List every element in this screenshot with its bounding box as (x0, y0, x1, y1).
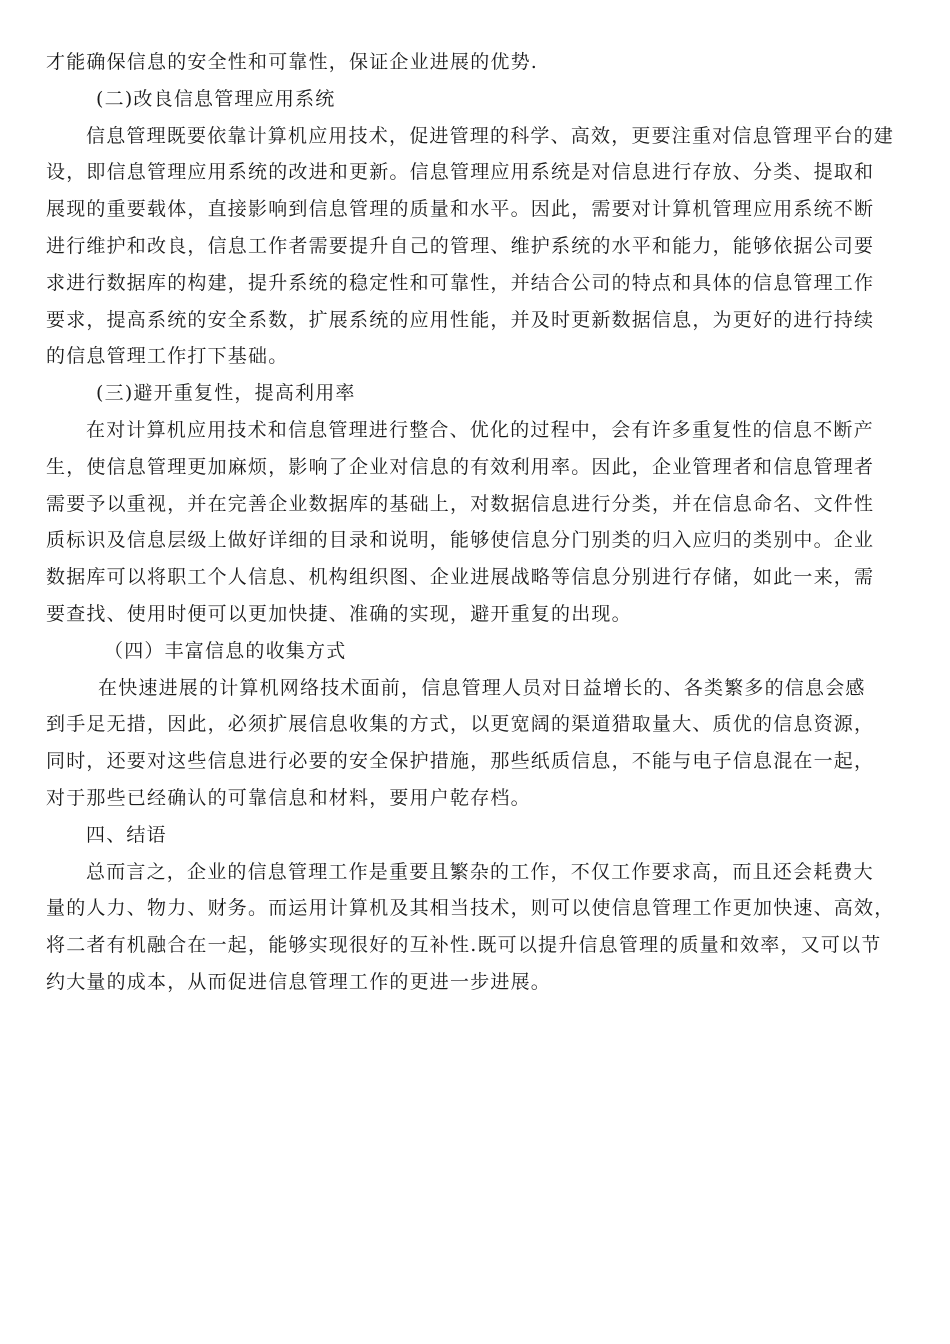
paragraph-line: 要求，提高系统的安全系数，扩展系统的应用性能，并及时更新数据信息，为更好的进行持续 (46, 308, 875, 331)
paragraph-line: 生，使信息管理更加麻烦，影响了企业对信息的有效利用率。因此，企业管理者和信息管理者 (46, 455, 875, 478)
paragraph-line: 总而言之，企业的信息管理工作是重要且繁杂的工作，不仅工作要求高，而且还会耗费大 (86, 860, 874, 883)
paragraph-line: 设，即信息管理应用系统的改进和更新。信息管理应用系统是对信息进行存放、分类、提取和 (46, 161, 875, 184)
paragraph-line: 量的人力、物力、财务。而运用计算机及其相当技术，则可以使信息管理工作更加快速、高效， (46, 897, 895, 920)
paragraph-line: 进行维护和改良，信息工作者需要提升自己的管理、维护系统的水平和能力，能够依据公司要 (46, 234, 875, 257)
paragraph-line: 同时，还要对这些信息进行必要的安全保护措施，那些纸质信息，不能与电子信息混在一起， (46, 750, 875, 773)
paragraph-line: 的信息管理工作打下基础。 (46, 345, 289, 368)
paragraph (46, 44, 910, 81)
paragraph-line: 在对计算机应用技术和信息管理进行整合、优化的过程中，会有许多重复性的信息不断产 (86, 418, 874, 441)
paragraph-line: 才能确保信息的安全性和可靠性，保证企业进展的优势. (46, 51, 539, 73)
paragraph (46, 854, 910, 1001)
paragraph (46, 670, 910, 817)
section-heading: (二)改良信息管理应用系统 (96, 87, 336, 110)
paragraph-line: 质标识及信息层级上做好详细的目录和说明，能够使信息分门别类的归入应归的类别中。企业 (46, 529, 875, 552)
section-heading: 四、结语 (86, 823, 167, 846)
paragraph-line: 在快速进展的计算机网络技术面前，信息管理人员对日益增长的、各类繁多的信息会感 (98, 676, 866, 699)
paragraph-line: 约大量的成本，从而促进信息管理工作的更进一步进展。 (46, 970, 552, 993)
paragraph-line: 要查找、使用时便可以更加快捷、准确的实现，避开重复的出现。 (46, 602, 632, 625)
paragraph (46, 118, 910, 376)
paragraph-line: 需要予以重视，并在完善企业数据库的基础上，对数据信息进行分类，并在信息命名、文件性 (46, 492, 875, 515)
paragraph (46, 412, 910, 633)
section-heading: （四）丰富信息的收集方式 (104, 639, 347, 662)
paragraph-line: 信息管理既要依靠计算机应用技术，促进管理的科学、高效，更要注重对信息管理平台的建 (86, 124, 895, 147)
paragraph-line: 到手足无措，因此，必须扩展信息收集的方式，以更宽阔的渠道猎取量大、质优的信息资源， (46, 713, 875, 736)
paragraph-line: 数据库可以将职工个人信息、机构组织图、企业进展战略等信息分别进行存储，如此一来，需 (46, 566, 875, 589)
paragraph-line: 对于那些已经确认的可靠信息和材料，要用户乾存档。 (46, 786, 531, 809)
paragraph-line: 求进行数据库的构建，提升系统的稳定性和可靠性，并结合公司的特点和具体的信息管理工作 (46, 271, 875, 294)
section-heading: (三)避开重复性，提高利用率 (96, 382, 356, 405)
paragraph-line: 将二者有机融合在一起，能够实现很好的互补性.既可以提升信息管理的质量和效率，又可以节 (46, 934, 882, 957)
paragraph-line: 展现的重要载体，直接影响到信息管理的质量和水平。因此，需要对计算机管理应用系统不断 (46, 198, 875, 221)
